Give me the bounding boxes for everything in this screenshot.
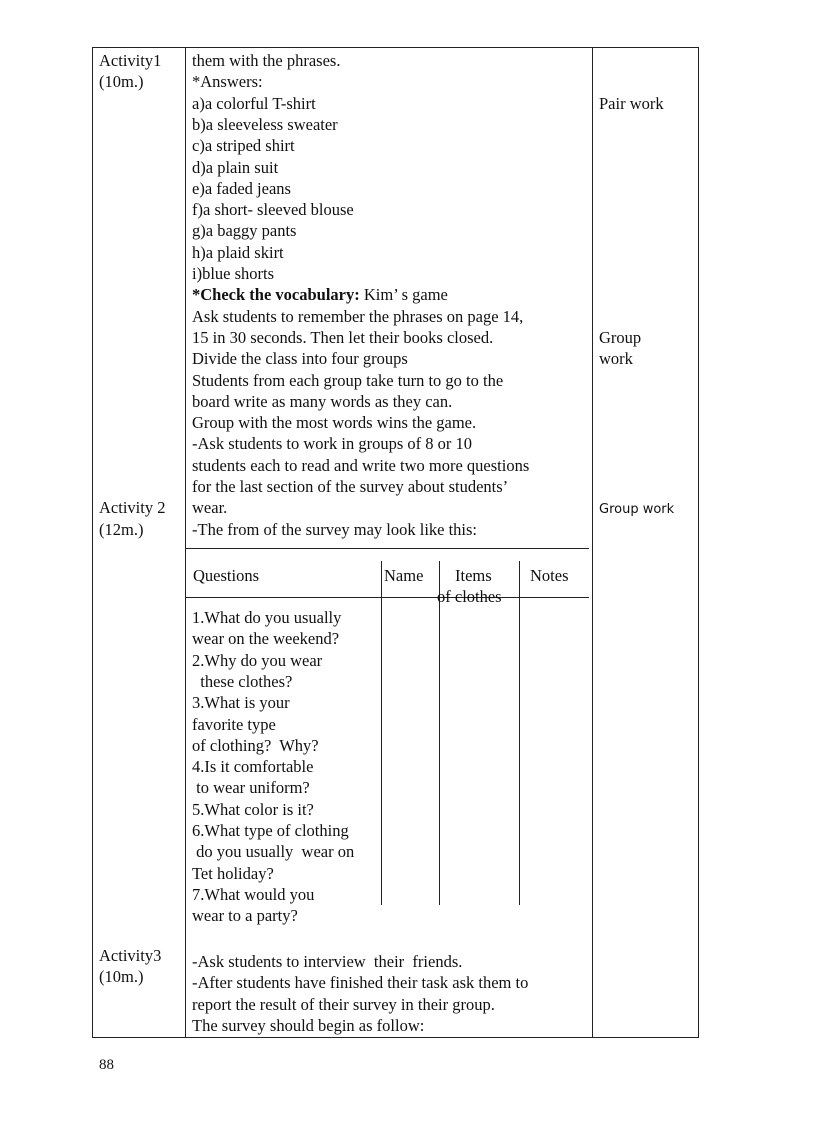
survey-question-line: wear to a party? xyxy=(192,906,298,926)
survey-col-divider-items xyxy=(439,561,440,905)
procedure-line xyxy=(192,348,408,369)
activity-label: Activity1 xyxy=(99,51,162,70)
procedure-line xyxy=(192,242,284,263)
procedure-line xyxy=(192,157,278,178)
procedure-line: -After students have finished their task ask them to xyxy=(192,973,529,993)
procedure-line-text: students each to read and write two more questions xyxy=(192,455,530,475)
interaction-label: work xyxy=(599,349,633,369)
procedure-line xyxy=(192,306,523,327)
procedure-line xyxy=(192,114,338,135)
procedure-line-text: Kim’ s game xyxy=(359,285,448,305)
survey-header-items-2: of clothes xyxy=(437,587,502,606)
procedure-line-text: i)blue shorts xyxy=(192,264,275,283)
procedure-line xyxy=(192,412,476,433)
survey-question-line: 7.What would you xyxy=(192,884,315,904)
survey-question-line: of clothing? Why? xyxy=(192,735,319,755)
procedure-line xyxy=(192,93,316,114)
activity-label: Activity3 xyxy=(99,945,162,965)
survey-header-questions: Questions xyxy=(193,566,259,585)
interaction-label: Group work xyxy=(599,502,675,518)
lesson-table xyxy=(92,47,699,1038)
activity-label: Activity 2 xyxy=(99,498,166,518)
procedure-line: The survey should begin as follow: xyxy=(192,1015,425,1035)
procedure-line-bold: *Check the vocabulary: xyxy=(192,285,360,305)
procedure-line xyxy=(192,50,340,71)
procedure-line-text: Ask students to remember the phrases on page 14, xyxy=(192,306,524,326)
procedure-line xyxy=(192,497,227,518)
procedure-line xyxy=(192,199,354,220)
procedure-line-text: -Ask students to work in groups of 8 or 10 xyxy=(192,434,473,454)
survey-table-header-rule xyxy=(185,597,589,598)
survey-table-top-rule xyxy=(185,548,589,549)
procedure-line-text: -The from of the survey may look like this: xyxy=(192,519,478,539)
column-divider-left xyxy=(185,47,186,1038)
survey-header-notes: Notes xyxy=(530,566,569,585)
procedure-line: report the result of their survey in their group. xyxy=(192,994,495,1014)
procedure-line-text: 15 in 30 seconds. Then let their books closed. xyxy=(192,327,494,347)
procedure-line xyxy=(192,519,477,540)
procedure-line-text: for the last section of the survey about students’ xyxy=(192,477,509,496)
procedure-line xyxy=(192,71,263,92)
procedure-line xyxy=(192,135,295,156)
survey-question-line: these clothes? xyxy=(192,671,293,691)
procedure-line xyxy=(192,476,508,497)
procedure-line-text: Divide the class into four groups xyxy=(192,349,408,369)
procedure-line-text: e)a faded jeans xyxy=(192,178,291,198)
survey-question-line: favorite type xyxy=(192,714,276,734)
procedure-line-text: a)a colorful T-shirt xyxy=(192,93,316,113)
interaction-label: Pair work xyxy=(599,93,664,113)
survey-col-divider-name xyxy=(381,561,382,905)
survey-question-line: 3.What is your xyxy=(192,693,290,713)
survey-header-items: Items xyxy=(455,566,492,585)
procedure-line-text: *Answers: xyxy=(192,72,263,92)
procedure-line xyxy=(192,370,503,391)
survey-col-divider-notes xyxy=(519,561,520,905)
procedure-line-text: Students from each group take turn to go to the xyxy=(192,370,504,390)
procedure-line-text: h)a plaid skirt xyxy=(192,242,284,262)
procedure-line xyxy=(192,455,529,476)
procedure-line xyxy=(192,220,296,241)
activity-label: (10m.) xyxy=(99,72,144,92)
procedure-line-text: g)a baggy pants xyxy=(192,221,297,241)
procedure-line-text: b)a sleeveless sweater xyxy=(192,114,338,134)
survey-question-line: do you usually wear on xyxy=(192,842,355,862)
procedure-line-text: them with the phrases. xyxy=(192,51,341,70)
procedure-line xyxy=(192,327,493,348)
survey-header-name: Name xyxy=(384,566,424,585)
survey-question-line: 4.Is it comfortable xyxy=(192,757,314,777)
procedure-line: -Ask students to interview their friends. xyxy=(192,952,463,971)
procedure-line xyxy=(192,178,291,199)
procedure-line xyxy=(192,263,274,284)
survey-question-line: to wear uniform? xyxy=(192,778,310,798)
procedure-line-text: f)a short- sleeved blouse xyxy=(192,200,354,220)
survey-question-line: 6.What type of clothing xyxy=(192,821,349,840)
survey-question-line: 2.Why do you wear xyxy=(192,650,323,670)
procedure-line-text: Group with the most words wins the game. xyxy=(192,413,477,433)
survey-question-line: 1.What do you usually xyxy=(192,608,342,627)
procedure-line xyxy=(192,433,472,454)
activity-label: (12m.) xyxy=(99,519,144,539)
activity-label: (10m.) xyxy=(99,966,144,986)
procedure-line xyxy=(192,391,452,412)
procedure-line-text: wear. xyxy=(192,498,228,518)
procedure-line-text: c)a striped shirt xyxy=(192,136,295,156)
column-divider-right xyxy=(592,47,593,1038)
survey-question-line: 5.What color is it? xyxy=(192,799,314,819)
survey-question-line: Tet holiday? xyxy=(192,863,274,883)
procedure-line xyxy=(192,284,448,305)
procedure-line-text: d)a plain suit xyxy=(192,157,279,177)
interaction-label: Group xyxy=(599,327,642,347)
survey-question-line: wear on the weekend? xyxy=(192,629,340,649)
procedure-line-text: board write as many words as they can. xyxy=(192,391,453,411)
page-number: 88 xyxy=(99,1057,114,1073)
